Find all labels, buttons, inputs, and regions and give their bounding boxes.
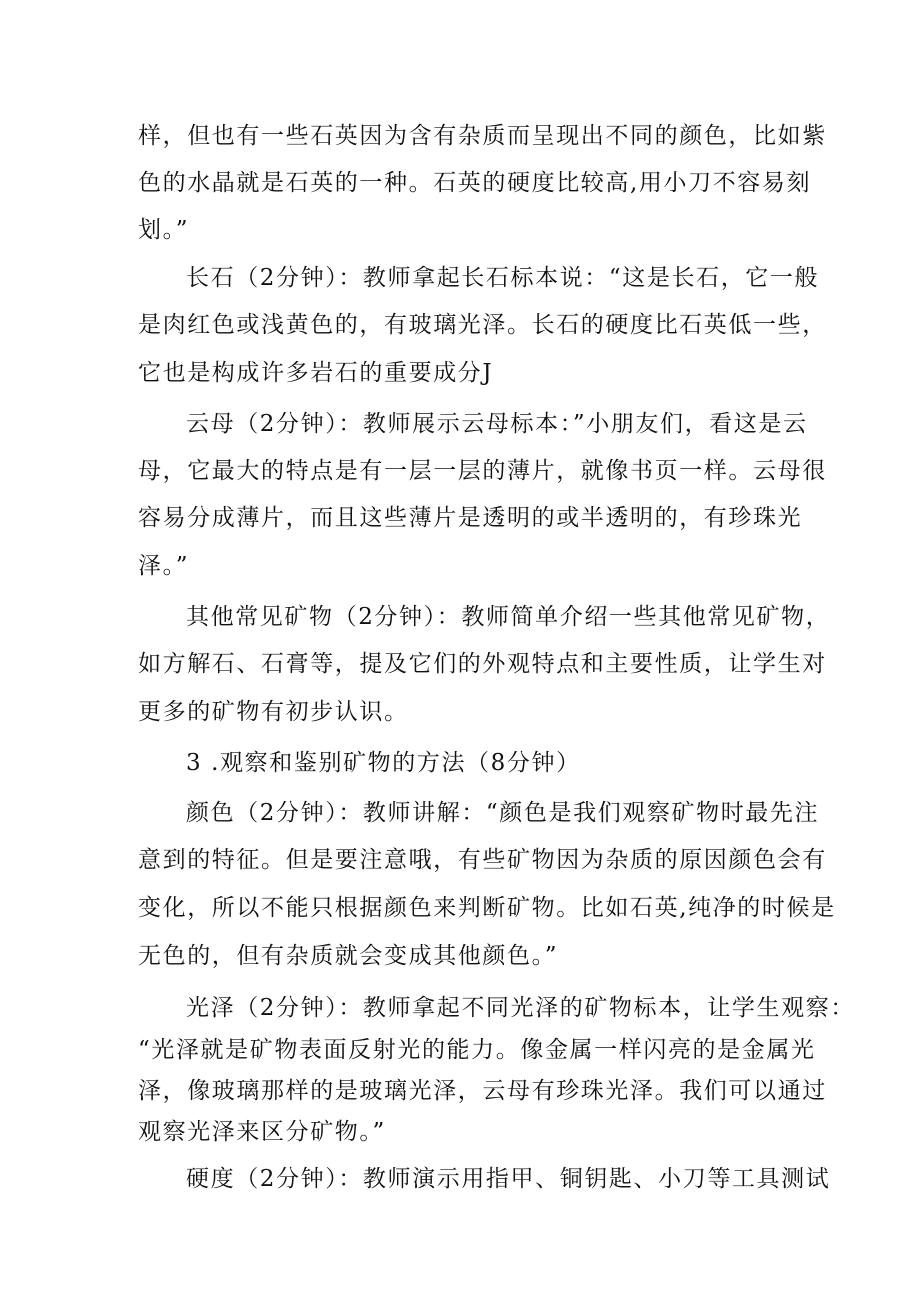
paragraph-start: 长石（2分钟）：教师拿起长石标本说：“这是长石，它一般 xyxy=(186,265,820,291)
text-line: 容易分成薄片，而且这些薄片是透明的或半透明的，有珍珠光 xyxy=(138,505,803,531)
paragraph-start: 其他常见矿物（2分钟）：教师简单介绍一些其他常见矿物， xyxy=(186,604,831,630)
text-line: 更多的矿物有初步认识。 xyxy=(138,699,409,725)
section-heading: 3 .观察和鉴别矿物的方法（8分钟） xyxy=(186,750,581,776)
text-line: 泽，像玻璃那样的是玻璃光泽，云母有珍珠光泽。我们可以通过 xyxy=(138,1078,827,1104)
text-line: 它也是构成许多岩石的重要成分J xyxy=(138,360,494,386)
text-line: 无色的，但有杂质就会变成其他颜色。” xyxy=(138,943,559,969)
text-line: 泽。” xyxy=(138,553,190,579)
paragraph-start: 颜色（2分钟）：教师讲解：“颜色是我们观察矿物时最先注 xyxy=(186,800,820,826)
text-line: “光泽就是矿物表面反射光的能力。像金属一样闪亮的是金属光 xyxy=(138,1037,816,1063)
text-line: 母，它最大的特点是有一层一层的薄片，就像书页一样。云母很 xyxy=(138,458,827,484)
text-line: 样，但也有一些石英因为含有杂质而呈现出不同的颜色，比如紫 xyxy=(138,123,827,149)
text-line: 变化，所以不能只根据颜色来判断矿物。比如石英,纯净的时候是 xyxy=(138,895,836,921)
paragraph-start: 硬度（2分钟）：教师演示用指甲、铜钥匙、小刀等工具测试 xyxy=(186,1166,831,1192)
text-line: 是肉红色或浅黄色的，有玻璃光泽。长石的硬度比石英低一些， xyxy=(138,312,827,338)
paragraph-start: 光泽（2分钟）：教师拿起不同光泽的矿物标本，让学生观察： xyxy=(186,995,855,1021)
text-line: 如方解石、石膏等，提及它们的外观特点和主要性质，让学生对 xyxy=(138,651,827,677)
text-line: 色的水晶就是石英的一种。石英的硬度比较高,用小刀不容易刻 xyxy=(138,170,812,196)
paragraph-start: 云母（2分钟）：教师展示云母标本：”小朋友们，看这是云 xyxy=(186,411,808,437)
text-line: 意到的特征。但是要注意哦，有些矿物因为杂质的原因颜色会有 xyxy=(138,847,827,873)
text-line: 观察光泽来区分矿物。” xyxy=(138,1119,386,1145)
text-line: 划。” xyxy=(138,217,190,243)
